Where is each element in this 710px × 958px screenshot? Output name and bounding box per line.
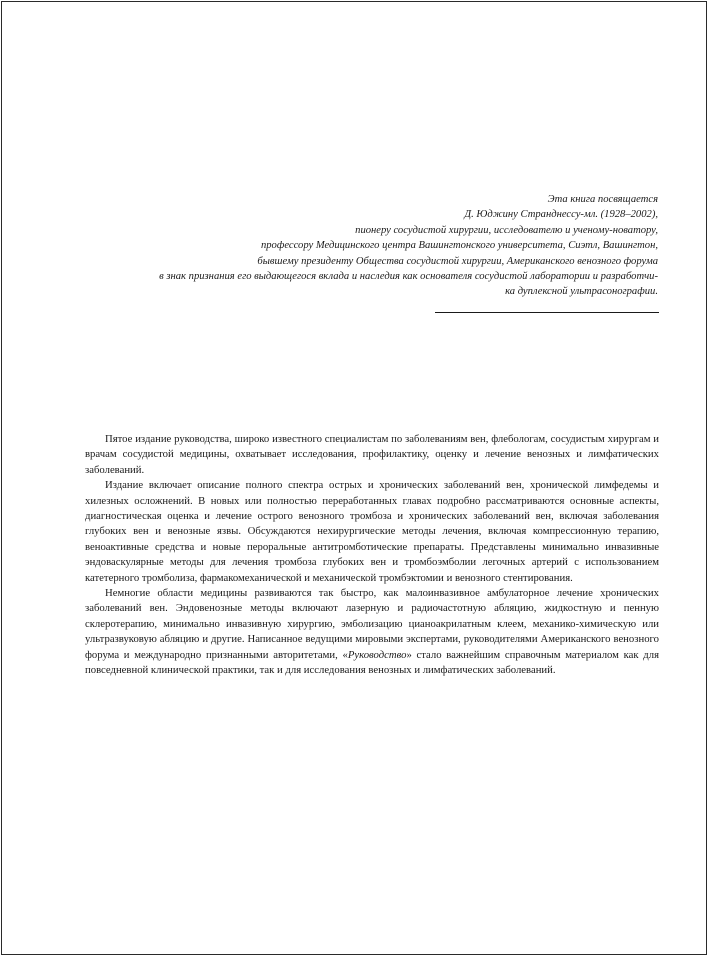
- dedication-line: в знак признания его выдающегося вклада и наследия как основателя сосудистой лаборатории и разработчи-: [159, 271, 658, 283]
- dedication-line: Д. Юджину Странднессу-мл. (1928–2002),: [464, 209, 658, 221]
- paragraph-2: Издание включает описание полного спектра острых и хронических заболеваний вен, хронической лимфедемы и хилезных осложнений. В новых или полностью переработанных главах подробно рассматриваются основные аспекты, диагностическая оценка и лечение острого венозного тромбоза и хронических заболеваний вен, включая заболевания глубоких вен и венозные язвы. Обсуждаются нехирургические методы лечения, включая компрессионную терапию, веноактивные средства и новые пероральные антитромботические препараты. Представлены минимально инвазивные эндоваскулярные методы для лечения тромбоза глубоких вен и тромбоэмболии легочных артерий с использованием катетерного тромболиза, фармакомеханической и механической тромбэктомии и венозного стентирования.: [85, 479, 659, 584]
- paragraph-1: Пятое издание руководства, широко известного специалистам по заболеваниям вен, флебологам, сосудистым хирургам и врачам сосудистой медицины, охватывает исследования, профилактику, оценку и лечение венозных и лимфатических заболеваний.: [85, 433, 659, 476]
- paragraph-3-text-end: » стало важнейшим справочным материалом как для повседневной клинической практики, так и для исследования венозных и лимфатических заболеваний.: [85, 648, 659, 677]
- dedication-line: ка дуплексной ультрасонографии.: [505, 286, 658, 298]
- annotation-text: [85, 432, 659, 679]
- dedication: [68, 192, 658, 300]
- dedication-line: профессору Медицинского центра Вашингтонского университета, Сиэтл, Вашингтон,: [260, 240, 658, 252]
- dedication-divider: [435, 312, 659, 313]
- paragraph-3: [85, 586, 659, 678]
- dedication-line: пионеру сосудистой хирургии, исследователю и ученому-новатору,: [355, 224, 658, 236]
- paragraph-3-text: Немногие области медицины развиваются так быстро, как малоинвазивное амбулаторное лечение хронических заболеваний вен. Эндовенозные методы включают лазерную и радиочастотную абляцию, жидкостную и пенную склеротерапию, минимально инвазивную хирургию, эмболизацию цианоакрилатным клеем, механико-химическую или ультразвуковую абляцию и другие. Написанное ведущими мировыми экспертами, руководителями Американского венозного форума и международно признанными авторитетами, «: [85, 587, 659, 661]
- dedication-line: Эта книга посвящается: [547, 194, 658, 205]
- book-title-reference: Руководство: [347, 648, 407, 661]
- dedication-line: бывшему президенту Общества сосудистой хирургии, Американского венозного форума: [257, 255, 658, 267]
